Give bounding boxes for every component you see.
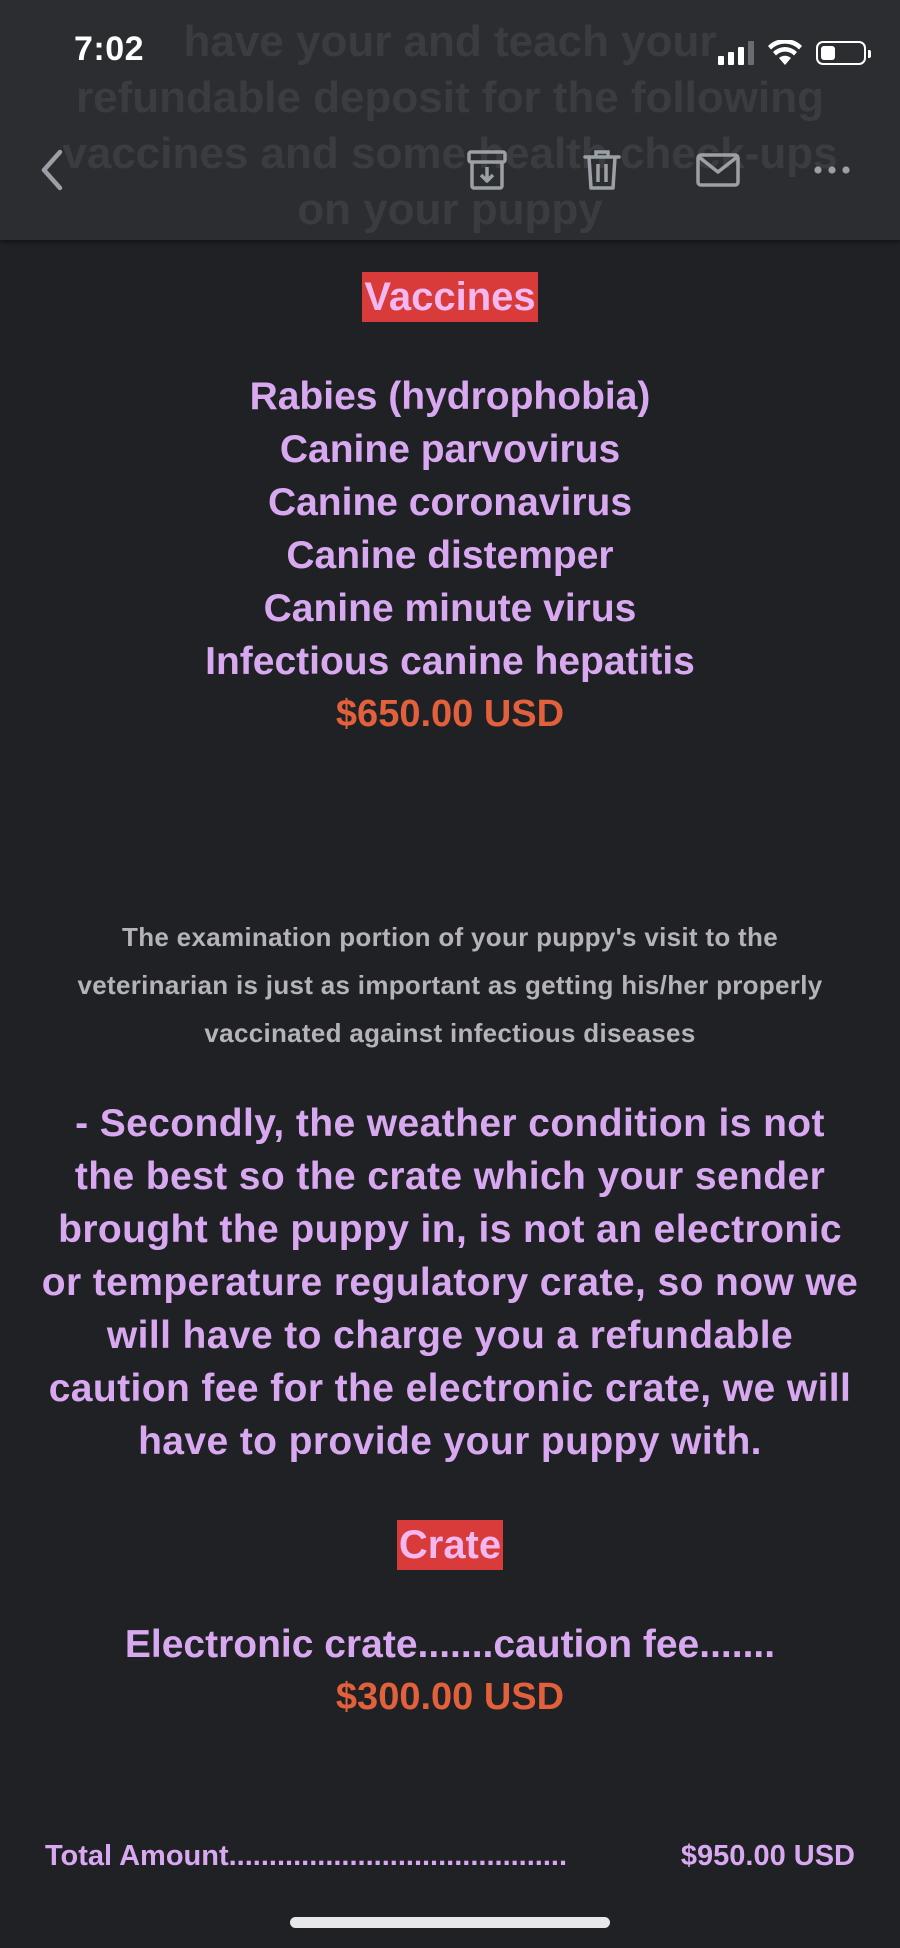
list-item: Rabies (hydrophobia) bbox=[249, 375, 651, 418]
crate-heading: Crate bbox=[397, 1520, 503, 1570]
wifi-icon bbox=[768, 40, 802, 66]
ghost-line: refundable deposit for the following bbox=[76, 73, 824, 122]
crate-fee bbox=[0, 1618, 900, 1724]
exam-note: The examination portion of your puppy's visit to the veterinarian is just as important as getting his/her properly vaccinated against infectious diseases bbox=[77, 922, 823, 1048]
list-item: Canine coronavirus bbox=[267, 481, 633, 524]
archive-button[interactable] bbox=[457, 140, 517, 200]
total-row bbox=[45, 1840, 855, 1873]
ghost-line: vaccines and some health check-ups bbox=[62, 129, 838, 178]
list-item: Canine distemper bbox=[286, 534, 614, 577]
vaccines-price: $650.00 USD bbox=[335, 693, 565, 735]
vaccines-heading: Vaccines bbox=[362, 272, 537, 322]
status-time: 7:02 bbox=[74, 30, 145, 68]
back-button[interactable] bbox=[24, 140, 84, 200]
list-item: Canine minute virus bbox=[263, 587, 637, 630]
more-options-button[interactable] bbox=[802, 140, 862, 200]
crate-line: Electronic crate.......caution fee....... bbox=[124, 1623, 776, 1666]
email-body bbox=[0, 240, 900, 1724]
list-item: Infectious canine hepatitis bbox=[205, 640, 695, 683]
status-icons bbox=[718, 40, 866, 66]
mail-icon bbox=[694, 146, 742, 194]
battery-icon bbox=[816, 41, 866, 65]
ghost-line: have your and teach your bbox=[183, 17, 717, 66]
app-toolbar bbox=[0, 0, 900, 240]
trash-icon bbox=[578, 146, 626, 194]
list-item: Canine parvovirus bbox=[279, 428, 621, 471]
archive-icon bbox=[463, 146, 511, 194]
total-amount: $950.00 USD bbox=[680, 1840, 855, 1872]
home-indicator[interactable] bbox=[290, 1917, 610, 1928]
more-horizontal-icon bbox=[808, 146, 856, 194]
total-label: Total Amount.......................................... bbox=[45, 1840, 568, 1872]
delete-button[interactable] bbox=[572, 140, 632, 200]
vaccine-list bbox=[0, 370, 900, 741]
cellular-signal-icon bbox=[718, 41, 754, 65]
weather-paragraph: - Secondly, the weather condition is not the best so the crate which your sender brought the puppy in, is not an electronic or temperature regulatory crate, so now we will have to charge you a refundable caution fee for the electronic crate, we will have to provide your puppy with. bbox=[41, 1102, 859, 1463]
mark-unread-button[interactable] bbox=[688, 140, 748, 200]
crate-price: $300.00 USD bbox=[335, 1676, 565, 1718]
ghost-line: on your puppy bbox=[297, 185, 603, 234]
back-icon bbox=[30, 146, 78, 194]
